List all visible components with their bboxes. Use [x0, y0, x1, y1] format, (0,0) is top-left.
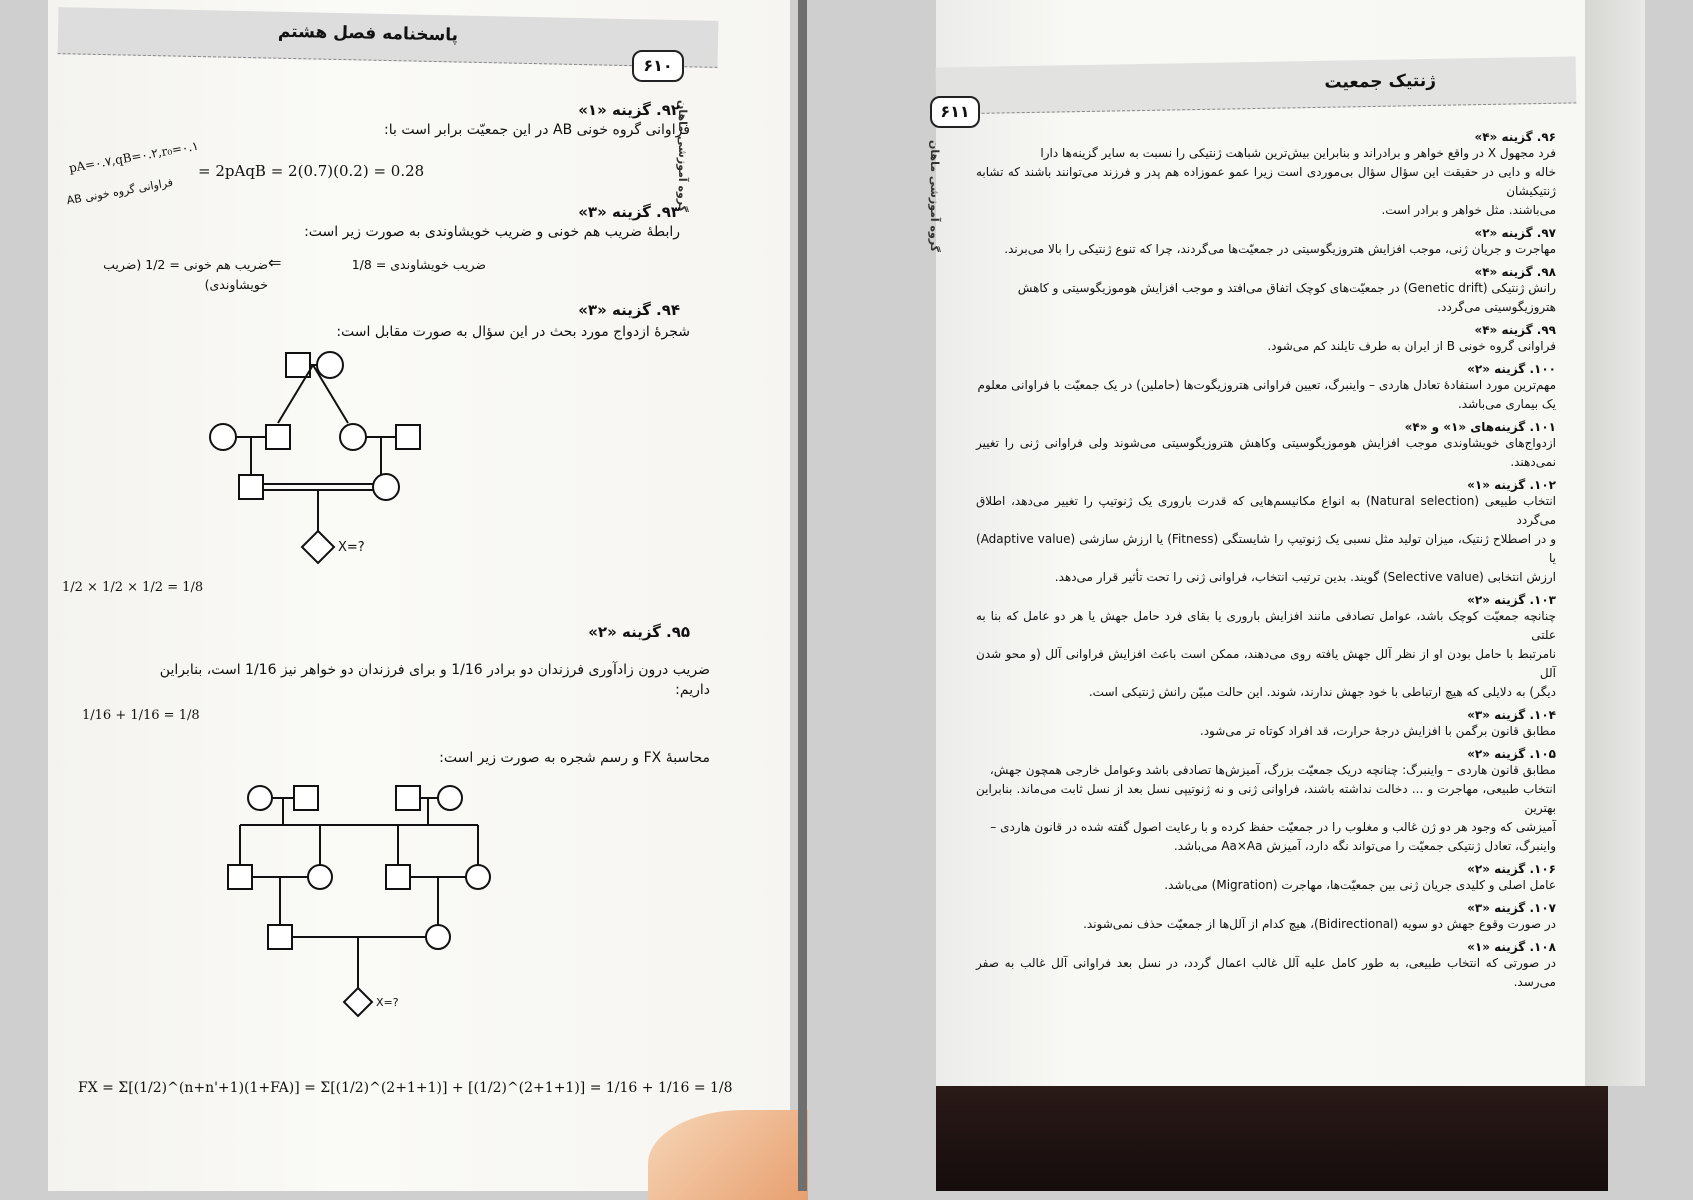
pedigree-male-husband — [396, 425, 420, 449]
answer-item — [976, 708, 1556, 741]
q92-number: ۹۲. — [655, 101, 680, 119]
right-page-header — [936, 56, 1577, 114]
answer-item — [976, 130, 1556, 220]
pedigree-left-grandfather — [294, 786, 318, 810]
q95-heading — [390, 622, 690, 641]
q92-option: گزینه «۱» — [578, 101, 651, 119]
q95-sum: 1/16 + 1/16 = 1/8 — [82, 708, 200, 723]
answer-line: یک بیماری می‌باشد. — [1457, 397, 1556, 411]
answer-option: گزینه «۴» — [1474, 323, 1533, 337]
pedigree-left-grandmother — [248, 786, 272, 810]
q95-pedigree-label: X=? — [376, 996, 399, 1009]
q93-text: رابطهٔ ضریب هم خونی و ضریب خویشاوندی به صورت زیر است: — [304, 224, 680, 240]
q95-fx-formula: FX = Σ[(1/2)^(n+n'+1)(1+FA)] = Σ[(1/2)^(2+1+1)] + [(1/2)^(2+1+1)] = 1/16 + 1/16 = 1/8 — [78, 1080, 733, 1096]
answer-heading — [976, 901, 1556, 915]
answer-number: ۱۰۰. — [1525, 362, 1556, 376]
pedigree-female-cousin — [373, 474, 399, 500]
pedigree-brother-1 — [228, 865, 252, 889]
q93-arrow: ⇐ — [268, 253, 282, 272]
pedigree-offspring-x — [344, 988, 372, 1016]
answer-heading — [976, 478, 1556, 492]
pedigree-right-grandmother — [438, 786, 462, 810]
pedigree-child-female — [426, 925, 450, 949]
answer-option: گزینه «۴» — [1474, 130, 1533, 144]
answer-list — [976, 130, 1556, 998]
answer-option: گزینه «۲» — [1467, 862, 1526, 876]
answer-line: عامل اصلی و کلیدی جریان ژنی بین جمعیّت‌ها، مهاجرت (Migration) می‌باشد. — [1164, 878, 1556, 892]
answer-number: ۹۸. — [1532, 265, 1556, 279]
answer-option: گزینه «۲» — [1467, 593, 1526, 607]
q93-option: گزینه «۳» — [578, 203, 651, 221]
pedigree-sister-2 — [466, 865, 490, 889]
answer-item — [976, 226, 1556, 259]
answer-line: مطابق قانون برگمن با افزایش درجهٔ حرارت، قد افراد کوتاه تر می‌شود. — [1199, 724, 1556, 738]
q95-pedigree — [238, 780, 538, 1030]
q92-heading — [380, 100, 680, 119]
right-side-tab: گروه آموزشی ماهان — [928, 140, 941, 253]
answer-number: ۱۰۷. — [1525, 901, 1556, 915]
answer-line: فرد مجهول X در واقع خواهر و برادراند و بنابراین بیش‌ترین شباهت ژنتیکی را نسبت به سایر گزینه‌ها دارا — [1040, 146, 1556, 160]
answer-line: مهم‌ترین مورد استفادهٔ تعادل هاردی – واینبرگ، تعیین فراوانی هتروزیگوت‌ها (حاملین) در یک جمعیّت با فراوانی معلوم — [977, 378, 1556, 392]
answer-line: آمیزشی که وجود هر دو ژن غالب و مغلوب را در جمعیّت حفظ کرده و با رعایت اصول گفته شده در قانون هاردی – — [990, 820, 1556, 834]
pedigree-female-grandmother — [317, 352, 343, 378]
q94-pedigree — [208, 345, 448, 565]
q95-number: ۹۵. — [665, 623, 690, 641]
answer-heading — [976, 362, 1556, 376]
answer-item — [976, 593, 1556, 702]
pedigree-male-son — [266, 425, 290, 449]
pedigree-female-aunt — [210, 424, 236, 450]
right-page-number: ۶۱۱ — [930, 96, 980, 128]
answer-heading — [976, 130, 1556, 144]
answer-line: مهاجرت و جریان ژنی، موجب افزایش هتروزیگوسیتی در جمعیّت‌ها می‌گردند، چرا که تنوع ژنتیکی را بالا می‌برند. — [1004, 242, 1556, 256]
pedigree-male-cousin — [239, 475, 263, 499]
answer-line: در صورت وقوع جهش دو سویه (Bidirectional)، هیچ کدام از آلل‌ها از جمعیّت حذف نمی‌شوند. — [1083, 917, 1556, 931]
answer-line: واینبرگ، تعادل ژنتیکی جمعیّت را می‌تواند نگه دارد، آمیزش Aa×Aa می‌باشد. — [1173, 839, 1556, 853]
answer-item — [976, 940, 1556, 992]
answer-line: انتخاب طبیعی (Natural selection) به انواع مکانیسم‌هایی که قدرت باروری یک ژنوتیپ را تغییر می‌دهد، اطلاق می‌گردد — [976, 494, 1556, 527]
pedigree-male-grandfather — [286, 353, 310, 377]
answer-item — [976, 478, 1556, 587]
q95-text: ضریب درون زادآوری فرزندان دو برادر 1/16 و برای فرزندان دو خواهر نیز 1/16 است، بنابراین داریم: — [159, 662, 710, 698]
q94-pedigree-label: X=? — [338, 540, 365, 555]
answer-heading — [976, 862, 1556, 876]
pedigree-right-grandfather — [396, 786, 420, 810]
q92-given: pA=۰.۷,qB=۰.۲,r₀=۰.۱ — [67, 138, 200, 176]
q94-calc: 1/2 × 1/2 × 1/2 = 1/8 — [62, 580, 204, 595]
answer-number: ۹۷. — [1532, 226, 1556, 240]
answer-heading — [976, 940, 1556, 954]
q93-heading — [380, 202, 680, 221]
answer-number: ۱۰۴. — [1525, 708, 1556, 722]
pedigree-child-male — [268, 925, 292, 949]
answer-item — [976, 747, 1556, 856]
q95-option: گزینه «۲» — [588, 623, 661, 641]
answer-item — [976, 901, 1556, 934]
answer-number: ۹۶. — [1532, 130, 1556, 144]
answer-line: مطابق قانون هاردی – واینبرگ: چنانچه دریک جمعیّت بزرگ، آمیزش‌ها تصادفی باشد وعوامل خارجی همچون جهش، — [989, 763, 1556, 777]
q93-number: ۹۳. — [655, 203, 680, 221]
q94-text: شجرهٔ ازدواج مورد بحث در این سؤال به صورت مقابل است: — [336, 324, 690, 340]
answer-heading — [976, 323, 1556, 337]
answer-item — [976, 265, 1556, 317]
answer-line: هتروزیگوسیتی می‌گردد. — [1437, 300, 1556, 314]
q92-formula-label: فراوانی گروه خونی AB — [65, 175, 174, 208]
answer-heading — [976, 226, 1556, 240]
pedigree-brother-2 — [386, 865, 410, 889]
answer-line: ارزش انتخابی (Selective value) گویند. بدین ترتیب انتخاب، فراوانی ژنی را تحت تأثیر قرار می‌دهد. — [1054, 570, 1556, 584]
q94-number: ۹۴. — [655, 301, 680, 319]
answer-line: نامرتبط با حامل بودن او از نظر آلل جهش یافته روی می‌دهند، ممکن است باعث افزایش فراوانی آلل (و محو شدن آلل — [976, 647, 1556, 680]
right-page — [928, 0, 1608, 1086]
left-side-tab: گروه آموزشی ماهان — [676, 100, 689, 213]
answer-option: گزینه «۲» — [1474, 226, 1533, 240]
answer-line: چنانچه جمعیّت کوچک باشد، عوامل تصادفی مانند افزایش باروری یا بقای فرد حامل جهش یا هر دو عامل که بنا به علتی — [976, 609, 1556, 642]
book-spine — [798, 0, 807, 1191]
q95-fx-text: محاسبهٔ FX و رسم شجره به صورت زیر است: — [439, 750, 710, 766]
thumb-shadow — [648, 1110, 808, 1200]
left-page-number: ۶۱۰ — [632, 50, 684, 82]
answer-line: و در اصطلاح ژنتیک، میزان تولید مثل نسبی یک ژنوتیپ را شایستگی (Fitness) یا ارزش سازشی (Adaptive value) یا — [976, 532, 1556, 565]
answer-number: ۱۰۱. — [1525, 420, 1556, 434]
answer-number: ۱۰۶. — [1525, 862, 1556, 876]
q93-eq-left: ضریب هم خونی = 1/2 (ضریب خویشاوندی) — [103, 257, 268, 292]
answer-line: انتخاب طبیعی، مهاجرت و ... دخالت نداشته باشند، فراوانی ژنی و نه ژنوتیپی نسل بعد از نسل ثابت می‌ماند. بنابراین بهترین — [976, 782, 1556, 815]
q92-text: فراوانی گروه خونی AB در این جمعیّت برابر است با: — [384, 122, 690, 138]
answer-item — [976, 420, 1556, 472]
q93-eq-right: ضریب خویشاوندی = 1/8 — [351, 257, 486, 272]
answer-option: گزینه «۲» — [1467, 747, 1526, 761]
left-page-title: پاسخنامه فصل هشتم — [277, 21, 459, 46]
answer-line: خاله و دایی در حقیقت این سؤال سؤال بی‌موردی است زیرا عمو عموزاده هم پدر و فرزند می‌توانند باشند که تشابه ژنتیکیشان — [976, 165, 1556, 198]
left-page-header — [58, 7, 719, 68]
left-page — [48, 0, 790, 1191]
answer-number: ۹۹. — [1532, 323, 1556, 337]
answer-item — [976, 362, 1556, 414]
answer-heading — [976, 420, 1556, 434]
page-edge — [1585, 0, 1645, 1086]
answer-line: فراوانی گروه خونی B از ایران به طرف تایلند کم می‌شود. — [1267, 339, 1556, 353]
answer-number: ۱۰۳. — [1525, 593, 1556, 607]
answer-line: در صورتی که انتخاب طبیعی، به طور کامل علیه آلل غالب اعمال گردد، در نسل بعد فراوانی آلل غالب به صفر می‌رسد. — [976, 956, 1556, 989]
q92-formula: = 2pAqB = 2(0.7)(0.2) = 0.28 — [198, 162, 425, 180]
answer-heading — [976, 708, 1556, 722]
answer-line: می‌باشند. مثل خواهر و برادر است. — [1381, 203, 1556, 217]
answer-item — [976, 862, 1556, 895]
answer-line: دیگر) به دلایلی که هیچ ارتباطی با خود جهش ندارند، شوند. این حالت مبیّن رانش ژنتیکی است. — [1088, 685, 1556, 699]
answer-heading — [976, 593, 1556, 607]
right-page-title: ژنتیک جمعیت — [1324, 70, 1437, 93]
q94-heading — [380, 300, 680, 319]
answer-number: ۱۰۸. — [1525, 940, 1556, 954]
pedigree-female-daughter — [340, 424, 366, 450]
answer-option: گزینه «۴» — [1474, 265, 1533, 279]
pedigree-sister-1 — [308, 865, 332, 889]
answer-line: رانش ژنتیکی (Genetic drift) در جمعیّت‌های کوچک اتفاق می‌افتد و موجب افزایش هوموزیگوسیتی و کاهش — [1017, 281, 1556, 295]
answer-option: گزینه «۱» — [1467, 478, 1526, 492]
answer-heading — [976, 747, 1556, 761]
answer-number: ۱۰۲. — [1525, 478, 1556, 492]
answer-option: گزینه «۳» — [1467, 708, 1526, 722]
answer-item — [976, 323, 1556, 356]
answer-heading — [976, 265, 1556, 279]
background-bottom — [936, 1086, 1608, 1191]
answer-line: ازدواج‌های خویشاوندی موجب افزایش هوموزیگوسیتی وکاهش هتروزیگوسیتی می‌شوند ولی فراوانی ژنی را تغییر نمی‌دهند. — [976, 436, 1556, 469]
answer-number: ۱۰۵. — [1525, 747, 1556, 761]
answer-option: گزینه «۲» — [1467, 362, 1526, 376]
q94-option: گزینه «۳» — [578, 301, 651, 319]
answer-option: گزینه‌های «۱» و «۴» — [1404, 420, 1526, 434]
answer-option: گزینه «۱» — [1467, 940, 1526, 954]
pedigree-child-x — [302, 531, 334, 563]
answer-option: گزینه «۳» — [1467, 901, 1526, 915]
